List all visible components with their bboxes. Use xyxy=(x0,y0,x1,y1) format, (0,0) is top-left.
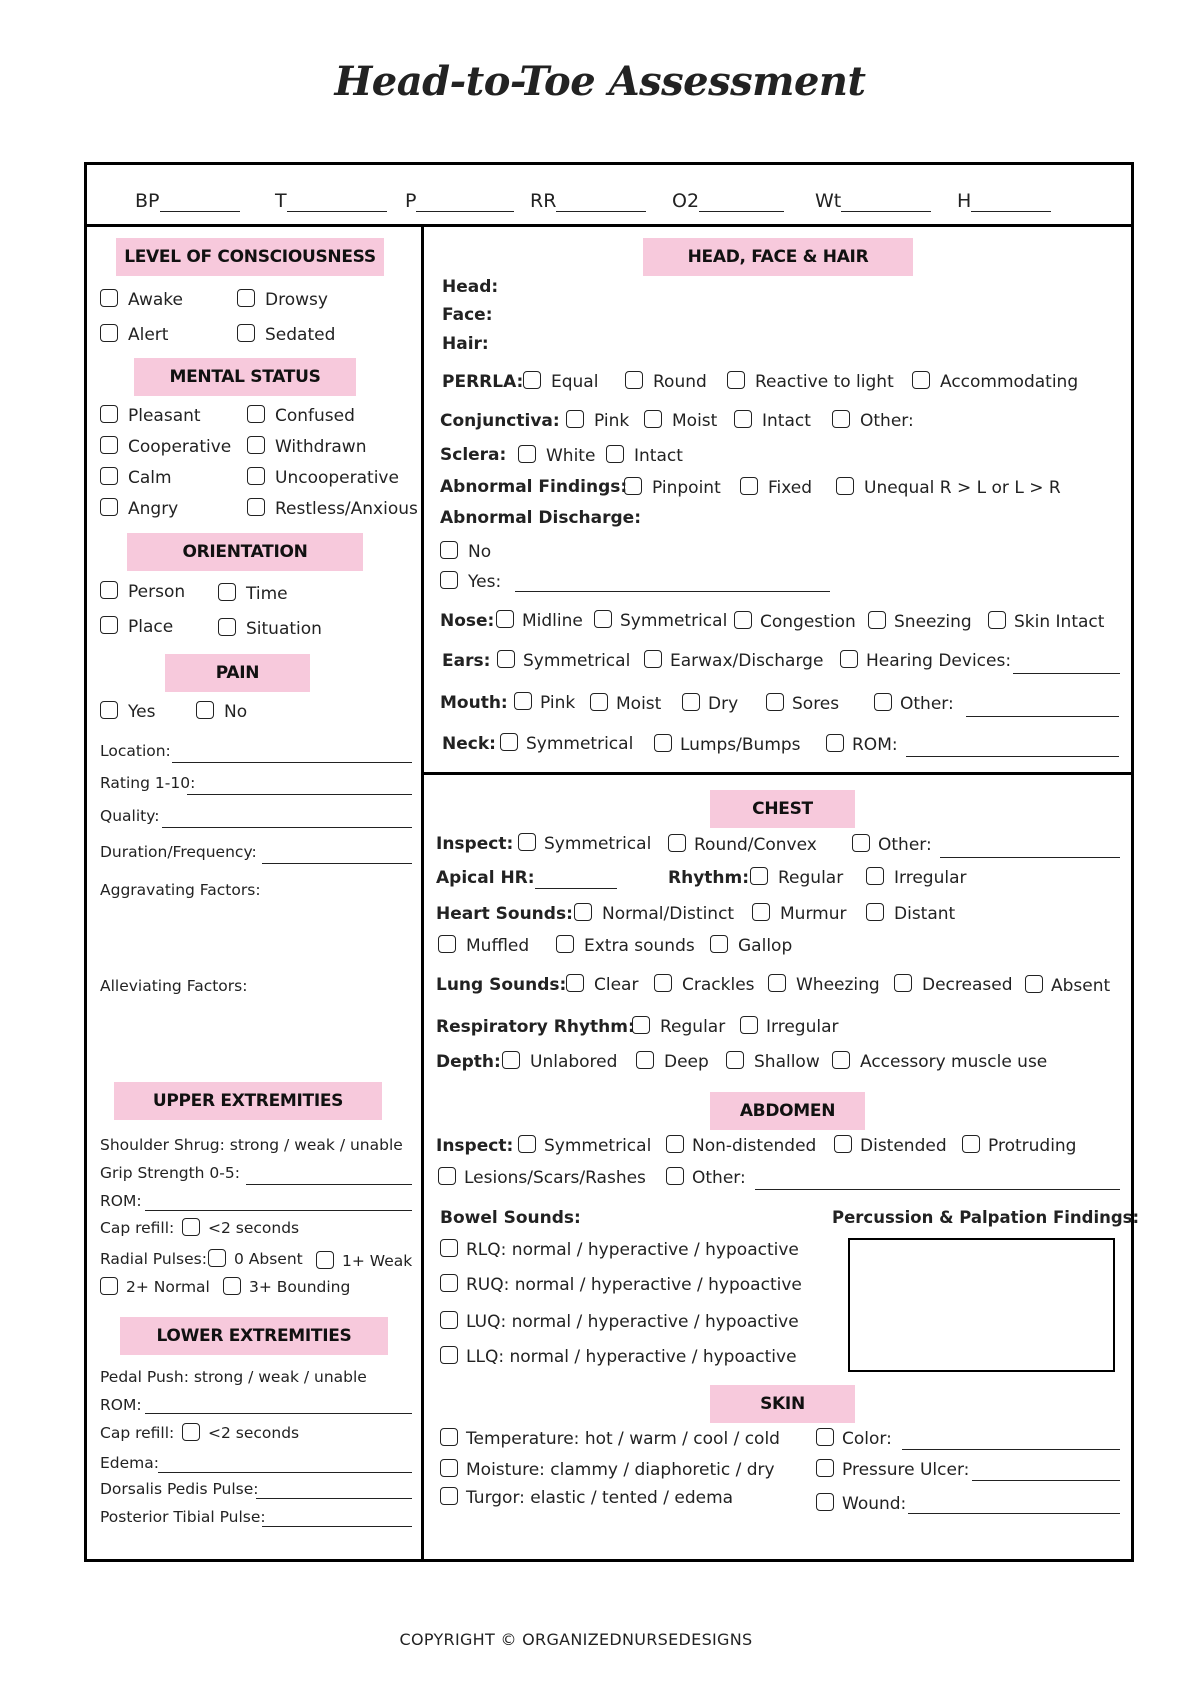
orient-time[interactable]: Time xyxy=(218,584,288,604)
footer-copyright: COPYRIGHT © ORGANIZEDNURSEDESIGNS xyxy=(399,1630,753,1649)
depth-shallow[interactable]: Shallow xyxy=(726,1052,820,1072)
abn-label: Abnormal Findings: xyxy=(440,477,628,497)
lower-dorsalis-field[interactable] xyxy=(256,1498,412,1499)
orient-situation[interactable]: Situation xyxy=(218,619,322,639)
divider xyxy=(421,772,1134,775)
perrla-accommodating[interactable]: Accommodating xyxy=(912,372,1078,392)
nose-label: Nose: xyxy=(440,611,495,631)
abd-other-field[interactable] xyxy=(755,1189,1120,1190)
apical-label: Apical HR: xyxy=(436,868,535,888)
mental-uncooperative[interactable]: Uncooperative xyxy=(247,468,399,488)
rhythm-regular[interactable]: Regular xyxy=(750,868,843,888)
bowel-label: Bowel Sounds: xyxy=(440,1208,581,1228)
pain-duration-field[interactable] xyxy=(262,863,412,864)
bowel-luq[interactable]: LUQ: normal / hyperactive / hypoactive xyxy=(440,1312,799,1332)
lower-dorsalis-label: Dorsalis Pedis Pulse: xyxy=(100,1480,259,1498)
lower-edema-field[interactable] xyxy=(158,1472,412,1473)
upper-grip-field[interactable] xyxy=(246,1184,412,1185)
resp-regular[interactable]: Regular xyxy=(632,1017,725,1037)
mouth-label: Mouth: xyxy=(440,693,508,713)
vital-o2[interactable]: O2 xyxy=(672,190,784,212)
face-label: Face: xyxy=(442,305,493,325)
orientation-header: ORIENTATION xyxy=(127,533,363,571)
abd-protruding[interactable]: Protruding xyxy=(962,1136,1076,1156)
neck-symmetrical[interactable]: Symmetrical xyxy=(500,734,633,754)
upper-shrug: Shoulder Shrug: strong / weak / unable xyxy=(100,1136,403,1154)
abd-symmetrical[interactable]: Symmetrical xyxy=(518,1136,651,1156)
orient-place[interactable]: Place xyxy=(100,617,173,637)
abd-inspect-label: Inspect: xyxy=(436,1136,514,1156)
lower-rom-label: ROM: xyxy=(100,1396,142,1414)
bowel-ruq[interactable]: RUQ: normal / hyperactive / hypoactive xyxy=(440,1275,802,1295)
pain-header: PAIN xyxy=(165,654,310,692)
lung-clear[interactable]: Clear xyxy=(566,975,638,995)
skin-moisture[interactable]: Moisture: clammy / diaphoretic / dry xyxy=(440,1460,775,1480)
pain-quality-label: Quality: xyxy=(100,807,160,825)
abd-nondistended[interactable]: Non-distended xyxy=(666,1136,816,1156)
disch-label: Abnormal Discharge: xyxy=(440,508,642,528)
heart-gallop[interactable]: Gallop xyxy=(710,936,792,956)
nose-sneezing[interactable]: Sneezing xyxy=(868,612,972,632)
nose-symmetrical[interactable]: Symmetrical xyxy=(594,611,727,631)
mouth-sores[interactable]: Sores xyxy=(766,694,839,714)
depth-label: Depth: xyxy=(436,1052,501,1072)
conj-moist[interactable]: Moist xyxy=(644,411,717,431)
ears-symmetrical[interactable]: Symmetrical xyxy=(497,651,630,671)
chest-symmetrical[interactable]: Symmetrical xyxy=(518,834,651,854)
heart-extra[interactable]: Extra sounds xyxy=(556,936,695,956)
neck-lumps[interactable]: Lumps/Bumps xyxy=(654,735,801,755)
lung-label: Lung Sounds: xyxy=(436,975,567,995)
disch-yes[interactable]: Yes: xyxy=(440,572,501,592)
lung-decreased[interactable]: Decreased xyxy=(894,975,1013,995)
neck-rom-field[interactable] xyxy=(906,756,1119,757)
apical-field[interactable] xyxy=(535,888,617,889)
sclera-white[interactable]: White xyxy=(518,446,595,466)
upper-rom-field[interactable] xyxy=(145,1210,412,1211)
vital-wt[interactable]: Wt xyxy=(815,190,931,212)
skin-color[interactable]: Color: xyxy=(816,1429,892,1449)
depth-unlabored[interactable]: Unlabored xyxy=(502,1052,617,1072)
neck-label: Neck: xyxy=(442,734,496,754)
orient-person[interactable]: Person xyxy=(100,582,185,602)
neck-rom[interactable]: ROM: xyxy=(826,735,898,755)
mental-confused[interactable]: Confused xyxy=(247,406,355,426)
upper-cap-label: Cap refill: xyxy=(100,1219,175,1237)
sclera-intact[interactable]: Intact xyxy=(606,446,683,466)
upper-normal[interactable]: 2+ Normal xyxy=(100,1278,210,1297)
vital-rr[interactable]: RR xyxy=(530,190,646,212)
mouth-other[interactable]: Other: xyxy=(874,694,954,714)
mouth-moist[interactable]: Moist xyxy=(590,694,661,714)
skin-header: SKIN xyxy=(710,1385,855,1423)
lower-cap-label: Cap refill: xyxy=(100,1424,175,1442)
abn-pinpoint[interactable]: Pinpoint xyxy=(624,478,721,498)
perrla-equal[interactable]: Equal xyxy=(523,372,598,392)
rhythm-irregular[interactable]: Irregular xyxy=(866,868,966,888)
skin-turgor[interactable]: Turgor: elastic / tented / edema xyxy=(440,1488,733,1508)
conj-pink[interactable]: Pink xyxy=(566,411,629,431)
abd-distended[interactable]: Distended xyxy=(834,1136,947,1156)
head-label: Head: xyxy=(442,277,499,297)
lower-posterior-field[interactable] xyxy=(262,1526,412,1527)
depth-accessory[interactable]: Accessory muscle use xyxy=(832,1052,1047,1072)
percussion-box[interactable] xyxy=(848,1238,1115,1372)
nose-skin-intact[interactable]: Skin Intact xyxy=(988,612,1104,632)
head-header: HEAD, FACE & HAIR xyxy=(643,238,913,276)
hair-label: Hair: xyxy=(442,334,489,354)
pain-alleviating-label: Alleviating Factors: xyxy=(100,977,248,995)
pain-no[interactable]: No xyxy=(196,702,247,722)
upper-grip-label: Grip Strength 0-5: xyxy=(100,1164,240,1182)
resp-irregular[interactable]: Irregular xyxy=(740,1017,838,1037)
nose-congestion[interactable]: Congestion xyxy=(734,612,856,632)
page-title: Head-to-Toe Assessment xyxy=(334,58,866,105)
pain-location-field[interactable] xyxy=(172,762,412,763)
pain-location-label: Location: xyxy=(100,742,171,760)
bowel-rlq[interactable]: RLQ: normal / hyperactive / hypoactive xyxy=(440,1240,799,1260)
vital-p[interactable]: P xyxy=(405,190,514,212)
loc-header: LEVEL OF CONSCIOUSNESS xyxy=(116,238,384,276)
mental-cooperative[interactable]: Cooperative xyxy=(100,437,231,457)
loc-awake[interactable]: Awake xyxy=(100,290,183,310)
depth-deep[interactable]: Deep xyxy=(636,1052,709,1072)
divider xyxy=(84,224,1134,227)
abn-fixed[interactable]: Fixed xyxy=(740,478,812,498)
conj-intact[interactable]: Intact xyxy=(734,411,811,431)
loc-sedated[interactable]: Sedated xyxy=(237,325,335,345)
heart-murmur[interactable]: Murmur xyxy=(752,904,846,924)
skin-pressure-ulcer[interactable]: Pressure Ulcer: xyxy=(816,1460,969,1480)
conj-label: Conjunctiva: xyxy=(440,411,560,431)
chest-other[interactable]: Other: xyxy=(852,835,932,855)
pain-quality-field[interactable] xyxy=(162,827,412,828)
heart-normal[interactable]: Normal/Distinct xyxy=(574,904,734,924)
perrla-reactive[interactable]: Reactive to light xyxy=(727,372,894,392)
disch-no[interactable]: No xyxy=(440,542,491,562)
pain-rating-label: Rating 1-10: xyxy=(100,774,196,792)
pain-aggravating-label: Aggravating Factors: xyxy=(100,881,261,899)
perrla-label: PERRLA: xyxy=(442,372,524,392)
pain-duration-label: Duration/Frequency: xyxy=(100,843,257,861)
divider xyxy=(421,224,424,1562)
heart-distant[interactable]: Distant xyxy=(866,904,955,924)
percussion-label: Percussion & Palpation Findings: xyxy=(832,1208,1140,1227)
abn-unequal[interactable]: Unequal R > L or L > R xyxy=(836,478,1061,498)
upper-weak[interactable]: 1+ Weak xyxy=(316,1252,412,1271)
mental-calm[interactable]: Calm xyxy=(100,468,172,488)
mouth-dry[interactable]: Dry xyxy=(682,694,738,714)
pain-yes[interactable]: Yes xyxy=(100,702,155,722)
abdomen-header: ABDOMEN xyxy=(710,1092,865,1130)
ears-earwax[interactable]: Earwax/Discharge xyxy=(644,651,823,671)
bowel-llq[interactable]: LLQ: normal / hyperactive / hypoactive xyxy=(440,1347,797,1367)
skin-color-field[interactable] xyxy=(902,1449,1120,1450)
mouth-other-field[interactable] xyxy=(966,716,1119,717)
ears-hearing[interactable]: Hearing Devices: xyxy=(840,651,1011,671)
rhythm-label: Rhythm: xyxy=(668,868,750,888)
upper-radial-label: Radial Pulses: xyxy=(100,1250,207,1268)
lower-header: LOWER EXTREMITIES xyxy=(120,1317,388,1355)
abd-other[interactable]: Other: xyxy=(666,1168,746,1188)
mental-angry[interactable]: Angry xyxy=(100,499,178,519)
mouth-pink[interactable]: Pink xyxy=(514,693,575,713)
ears-label: Ears: xyxy=(442,651,491,671)
chest-inspect-label: Inspect: xyxy=(436,834,514,854)
vital-bp[interactable]: BP xyxy=(135,190,240,212)
skin-wound-field[interactable] xyxy=(908,1513,1120,1514)
mental-restless[interactable]: Restless/Anxious xyxy=(247,499,418,519)
upper-rom-label: ROM: xyxy=(100,1192,142,1210)
lower-cap-opt[interactable]: <2 seconds xyxy=(182,1424,299,1443)
upper-header: UPPER EXTREMITIES xyxy=(114,1082,382,1120)
loc-drowsy[interactable]: Drowsy xyxy=(237,290,328,310)
chest-other-field[interactable] xyxy=(940,857,1120,858)
ears-hearing-field[interactable] xyxy=(1013,673,1120,674)
skin-wound[interactable]: Wound: xyxy=(816,1494,906,1514)
upper-bounding[interactable]: 3+ Bounding xyxy=(223,1278,350,1297)
chest-header: CHEST xyxy=(710,790,855,828)
loc-alert[interactable]: Alert xyxy=(100,325,168,345)
nose-midline[interactable]: Midline xyxy=(496,611,583,631)
lung-crackles[interactable]: Crackles xyxy=(654,975,755,995)
lower-edema-label: Edema: xyxy=(100,1454,159,1472)
skin-pressure-field[interactable] xyxy=(972,1480,1120,1481)
mental-pleasant[interactable]: Pleasant xyxy=(100,406,201,426)
lung-wheezing[interactable]: Wheezing xyxy=(768,975,880,995)
vital-h[interactable]: H xyxy=(957,190,1051,212)
heart-muffled[interactable]: Muffled xyxy=(438,936,529,956)
pain-rating-field[interactable] xyxy=(187,794,412,795)
lower-pedal: Pedal Push: strong / weak / unable xyxy=(100,1368,367,1386)
perrla-round[interactable]: Round xyxy=(625,372,707,392)
vital-t[interactable]: T xyxy=(275,190,387,212)
abd-lesions[interactable]: Lesions/Scars/Rashes xyxy=(438,1168,646,1188)
sclera-label: Sclera: xyxy=(440,445,507,465)
resp-label: Respiratory Rhythm: xyxy=(436,1017,635,1037)
heart-label: Heart Sounds: xyxy=(436,904,573,924)
lung-absent[interactable]: Absent xyxy=(1025,976,1110,996)
disch-yes-field[interactable] xyxy=(515,591,830,592)
lower-posterior-label: Posterior Tibial Pulse: xyxy=(100,1508,266,1526)
upper-absent[interactable]: 0 Absent xyxy=(208,1250,303,1269)
skin-temperature[interactable]: Temperature: hot / warm / cool / cold xyxy=(440,1429,780,1449)
chest-round[interactable]: Round/Convex xyxy=(668,835,817,855)
upper-cap-opt[interactable]: <2 seconds xyxy=(182,1219,299,1238)
mental-withdrawn[interactable]: Withdrawn xyxy=(247,437,366,457)
conj-other[interactable]: Other: xyxy=(832,411,914,431)
mental-header: MENTAL STATUS xyxy=(134,358,356,396)
lower-rom-field[interactable] xyxy=(145,1413,412,1414)
